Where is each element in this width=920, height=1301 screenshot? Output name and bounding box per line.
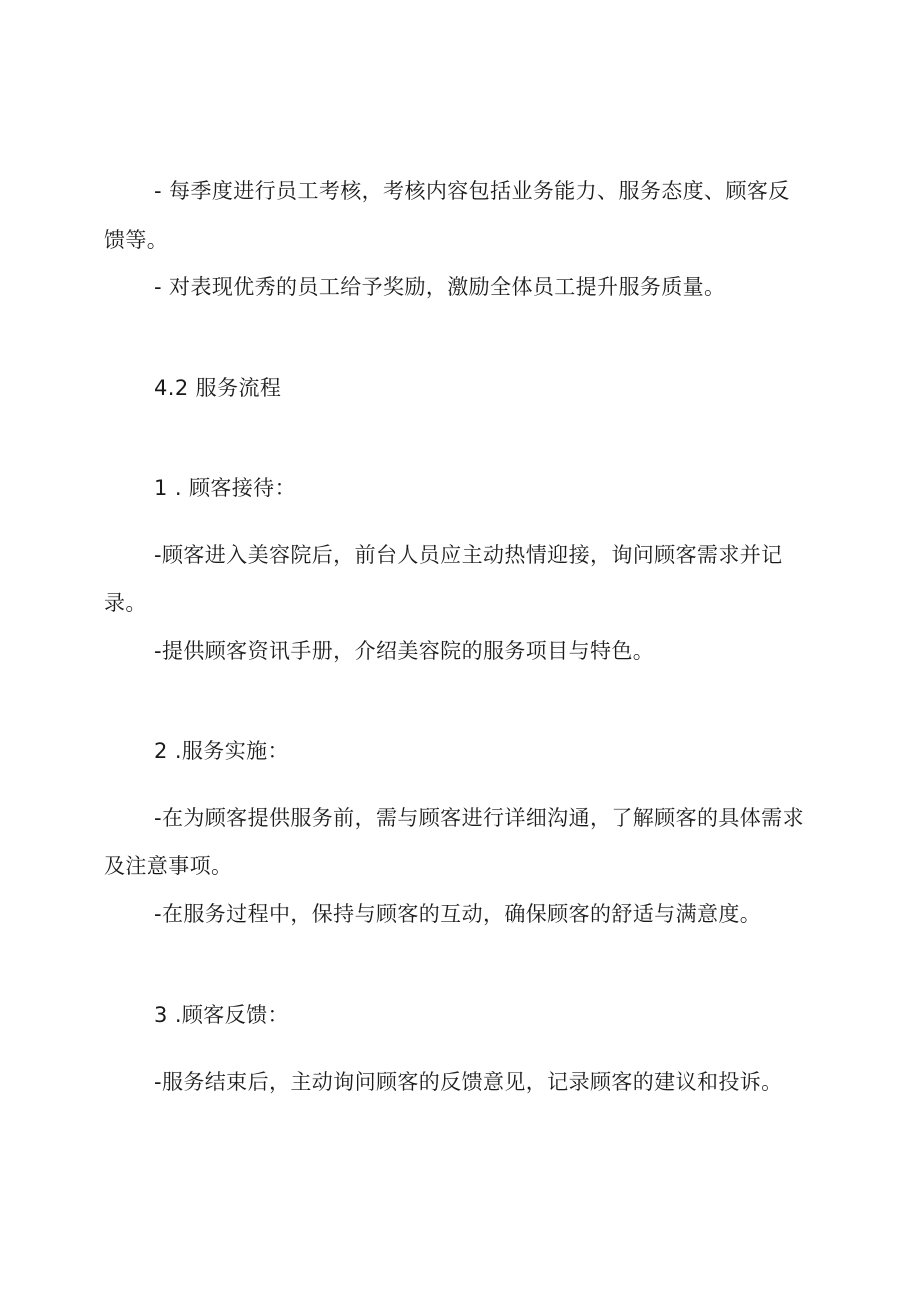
bullet-staff-assessment: - 每季度进行员工考核，考核内容包括业务能力、服务态度、顾客反 [154, 179, 790, 203]
bullet-collect-feedback: -服务结束后，主动询问顾客的反馈意见，记录顾客的建议和投诉。 [154, 1070, 783, 1094]
bullet-greet-customer-cont: 录。 [104, 591, 147, 615]
step-heading-reception: 1 . 顾客接待： [154, 476, 296, 500]
bullet-keep-interaction: -在服务过程中，保持与顾客的互动，确保顾客的舒适与满意度。 [154, 902, 762, 926]
bullet-communicate-needs: -在为顾客提供服务前，需与顾客进行详细沟通，了解顾客的具体需求 [154, 806, 804, 830]
bullet-staff-reward: - 对表现优秀的员工给予奖励，激励全体员工提升服务质量。 [154, 275, 726, 299]
step-heading-feedback: 3 .顾客反馈： [154, 1003, 289, 1027]
bullet-info-handbook: -提供顾客资讯手册，介绍美容院的服务项目与特色。 [154, 639, 655, 663]
step-heading-service-delivery: 2 .服务实施： [154, 739, 289, 763]
bullet-greet-customer: -顾客进入美容院后，前台人员应主动热情迎接，询问顾客需求并记 [154, 543, 783, 567]
bullet-staff-assessment-cont: 馈等。 [104, 228, 169, 252]
section-heading-service-process: 4.2 服务流程 [154, 376, 282, 400]
bullet-communicate-needs-cont: 及注意事项。 [104, 854, 233, 878]
